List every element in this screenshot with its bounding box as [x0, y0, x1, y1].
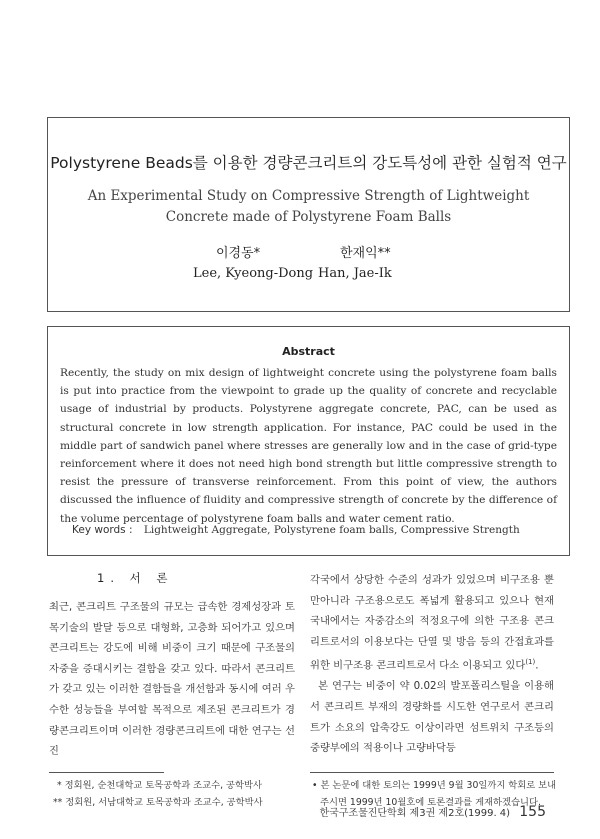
abstract-body: Recently, the study on mix design of lightweight concrete using the polystyrene foam balls is put into practice from the viewpoint to grade up the quality of concrete and recyclable usage of industrial by products. Polystyrene aggregate concrete, PAC, can be used as structural concrete in low strength application. For instance, PAC could be used in the middle part of sandwich panel where stresses are generally low and in the case of grid-type reinforcement where it does not need high bond strength but little compressive strength to resist the pressure of transverse reinforcement. From this point of view, the authors discussed the influence of fluidity and compressive strength of concrete by the difference of the volume percentage of polystyrene foam balls and water cement ratio. [60, 367, 557, 525]
section-heading-introduction: 1. 서 론 [97, 571, 174, 585]
keywords-line [72, 524, 520, 536]
intro-right-paragraph1: 각국에서 상당한 수준의 성과가 있었으며 비구조용 뿐만아니라 구조용으로도 폭넓게 활용되고 있으나 현재 국내에서는 자중감소의 적정요구에 의한 구조용 콘크리트로서의 이용보다는 단열 및 방음 등의 간접효과를 위한 비구조용 콘크리트로서 다소 이용되고 있다 [310, 574, 554, 672]
author1-english: Lee, Kyeong-Dong [193, 266, 314, 281]
title-english-line1: An Experimental Study on Compressive Strength of Lightweight [87, 188, 530, 204]
footnote-discussion-1: • 본 논문에 대한 토의는 1999년 9월 30일까지 학회로 보내 [312, 780, 557, 791]
keywords-label: Key words : [72, 524, 133, 536]
title-english-line2: Concrete made of Polystyrene Foam Balls [165, 209, 452, 225]
title-box [47, 117, 570, 312]
abstract-heading: Abstract [282, 345, 335, 358]
footnote-author1: * 정회원, 순천대학교 토목공학과 조교수, 공학박사 [57, 780, 262, 791]
footnote-divider-right [310, 772, 554, 773]
intro-right-paragraph1-end: . [535, 659, 539, 672]
footnote-discussion-2: 주시면 1999년 10월호에 토론결과를 게재하겠습니다. [320, 797, 541, 808]
footnote-author2: ** 정회원, 서남대학교 토목공학과 조교수, 공학박사 [53, 797, 263, 808]
keywords-text: Lightweight Aggregate, Polystyrene foam balls, Compressive Strength [143, 524, 520, 536]
author1-korean: 이경동* [216, 246, 261, 261]
intro-right-column [310, 570, 554, 759]
page-number: 155 [519, 804, 546, 820]
reference-mark: (1) [525, 658, 536, 667]
intro-right-paragraph2: 본 연구는 비중이 약 0.02의 발포폴리스틸을 이용해서 콘크리트 부재의 경량화를 시도한 연구로서 콘크리트가 소요의 압축강도 이상이라면 섬트위치 구조등의 중량부에의 적용이나 고량바닥등 [310, 680, 554, 755]
abstract-box [47, 326, 570, 556]
journal-citation: 한국구조물진단학회 제3권 제2호(1999. 4) [319, 808, 511, 819]
footnote-divider-left [49, 772, 164, 773]
title-korean: Polystyrene Beads를 이용한 경량콘크리트의 강도특성에 관한 실험적 연구 [50, 154, 567, 172]
page-footer [319, 804, 546, 820]
intro-left-column: 최근, 콘크리트 구조물의 규모는 급속한 경제성장과 토목기술의 발달 등으로 대형화, 고층화 되어가고 있으며 콘크리트는 강도에 비해 비중이 크기 때문에 구조물의 자중을 증대시키는 결함을 갖고 있다. 따라서 콘크리트가 갖고 있는 이러한 결함들을 개선함과 동시에 여러 우수한 성능들을 부여할 목적으로 제조된 콘크리트가 경량콘크리트이며 이러한 경량콘크리트에 대한 연구는 선진 [49, 601, 295, 758]
author2-english: Han, Jae-Ik [318, 266, 392, 281]
author2-korean: 한재익** [340, 246, 391, 261]
